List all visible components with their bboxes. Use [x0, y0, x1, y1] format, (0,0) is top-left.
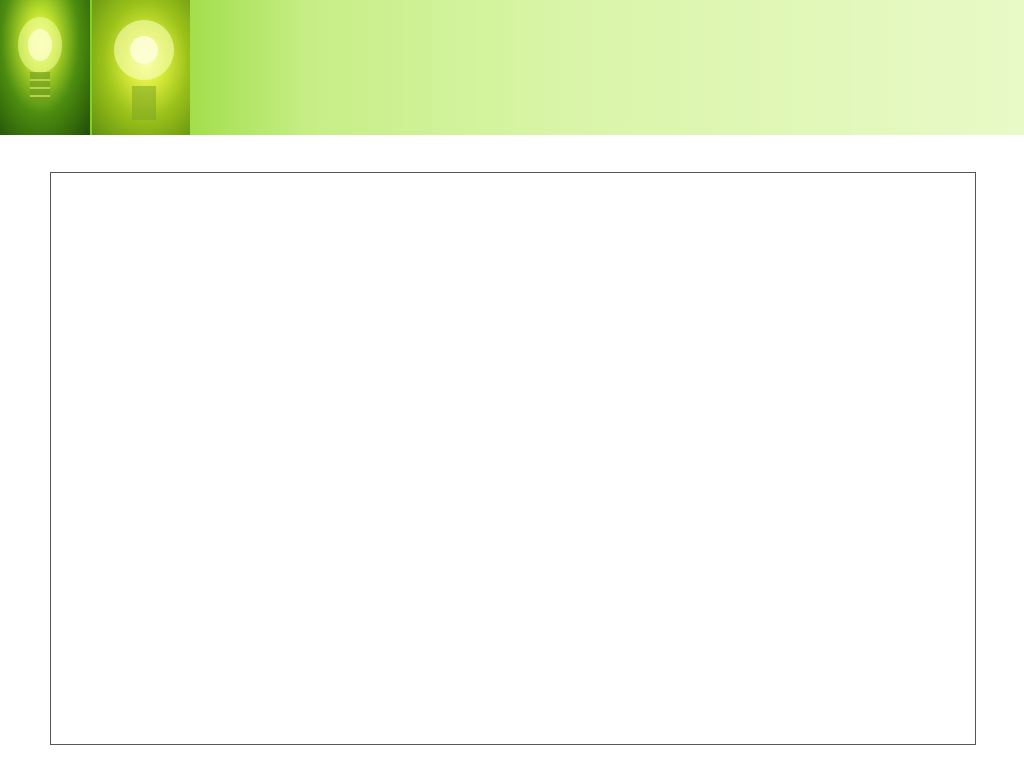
- header-banner: [0, 0, 1024, 135]
- spreadsheet-table: [50, 172, 976, 745]
- production-cost-label: [435, 406, 547, 421]
- lightbulb-photo-2: [92, 0, 190, 135]
- lightbulb-photo: [0, 0, 90, 135]
- table-grid: [51, 173, 975, 744]
